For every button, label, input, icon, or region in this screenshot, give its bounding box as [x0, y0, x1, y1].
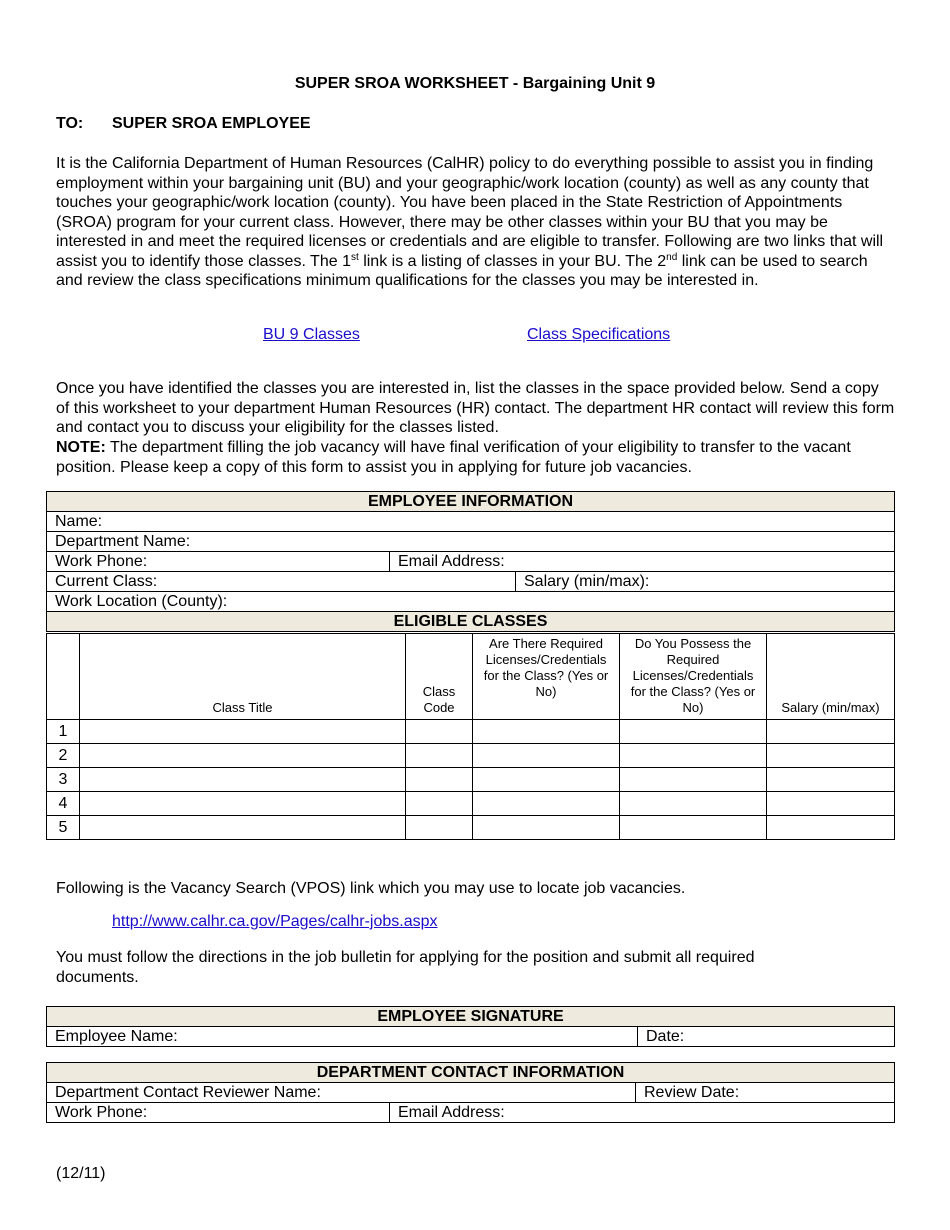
work-location-field[interactable]: Work Location (County):: [47, 592, 895, 612]
to-line: [56, 115, 311, 133]
work-phone-field[interactable]: Work Phone:: [47, 552, 390, 572]
employee-signature-table: [46, 1006, 895, 1047]
class-code-cell[interactable]: [406, 792, 473, 816]
bu-classes-link[interactable]: BU 9 Classes: [263, 326, 360, 343]
department-contact-table: [46, 1062, 895, 1123]
row-number-column-header: [47, 634, 80, 720]
possess-licenses-column-header: Do You Possess the Required Licenses/Credentials for the Class? (Yes or No): [620, 634, 767, 720]
possess-licenses-cell[interactable]: [620, 720, 767, 744]
class-title-cell[interactable]: [80, 792, 406, 816]
department-name-field[interactable]: Department Name:: [47, 532, 895, 552]
row-number: 3: [47, 768, 80, 792]
salary-cell[interactable]: [767, 768, 895, 792]
table-row: [47, 768, 895, 792]
table-row: [47, 816, 895, 840]
reviewer-name-field[interactable]: Department Contact Reviewer Name:: [47, 1083, 636, 1103]
contact-work-phone-field[interactable]: Work Phone:: [47, 1103, 390, 1123]
class-title-cell[interactable]: [80, 816, 406, 840]
salary-cell[interactable]: [767, 816, 895, 840]
salary-cell[interactable]: [767, 720, 895, 744]
row-number: 1: [47, 720, 80, 744]
eligible-classes-table: [46, 633, 895, 840]
to-label: TO:: [56, 115, 84, 132]
employee-information-table: [46, 491, 895, 632]
email-address-field[interactable]: Email Address:: [390, 552, 895, 572]
possess-licenses-cell[interactable]: [620, 816, 767, 840]
department-contact-header: DEPARTMENT CONTACT INFORMATION: [47, 1063, 895, 1083]
salary-cell[interactable]: [767, 792, 895, 816]
contact-email-field[interactable]: Email Address:: [390, 1103, 895, 1123]
vacancy-search-text: Following is the Vacancy Search (VPOS) link which you may use to locate job vacancies.: [56, 880, 686, 897]
note-text: The department filling the job vacancy will have final verification of your eligibility to transfer to the vacant position. Please keep a copy of this form to assist you in applying for future job vacancies.: [56, 439, 851, 476]
directions-paragraph: You must follow the directions in the job bulletin for applying for the position and submit all required documents.: [56, 949, 755, 986]
required-licenses-cell[interactable]: [473, 816, 620, 840]
required-licenses-cell[interactable]: [473, 792, 620, 816]
class-title-cell[interactable]: [80, 720, 406, 744]
possess-licenses-cell[interactable]: [620, 792, 767, 816]
class-title-column-header: Class Title: [80, 634, 406, 720]
row-number: 4: [47, 792, 80, 816]
signature-date-field[interactable]: Date:: [638, 1027, 895, 1047]
required-licenses-cell[interactable]: [473, 744, 620, 768]
row-number: 2: [47, 744, 80, 768]
to-recipient: SUPER SROA EMPLOYEE: [112, 115, 311, 132]
class-specifications-link[interactable]: Class Specifications: [527, 326, 671, 343]
table-row: [47, 792, 895, 816]
employee-signature-header: EMPLOYEE SIGNATURE: [47, 1007, 895, 1027]
review-date-field[interactable]: Review Date:: [636, 1083, 895, 1103]
salary-field[interactable]: Salary (min/max):: [516, 572, 895, 592]
name-field[interactable]: Name:: [47, 512, 895, 532]
class-code-cell[interactable]: [406, 768, 473, 792]
note-label: NOTE:: [56, 439, 106, 456]
eligible-classes-header: ELIGIBLE CLASSES: [47, 612, 895, 632]
intro-text-1: It is the California Department of Human Resources (CalHR) policy to do everything possible to assist you in finding employment within your bargaining unit (BU) and your geographic/work location (county) as well as any county that touches your geographic/work location (county). You have been placed in the State Restriction of Appointments (SROA) program for your current class. However, there may be other classes within your BU that you may be interested in and meet the required licenses or credentials and are eligible to transfer. Following are two links that will assist you to identify those classes. The 1: [56, 155, 884, 270]
possess-licenses-cell[interactable]: [620, 744, 767, 768]
salary-cell[interactable]: [767, 744, 895, 768]
vacancy-search-link[interactable]: http://www.calhr.ca.gov/Pages/calhr-jobs.aspx: [112, 913, 438, 930]
salary-column-header: Salary (min/max): [767, 634, 895, 720]
current-class-field[interactable]: Current Class:: [47, 572, 516, 592]
employee-information-header: EMPLOYEE INFORMATION: [47, 492, 895, 512]
note-paragraph: [56, 438, 896, 477]
page-title: SUPER SROA WORKSHEET - Bargaining Unit 9: [294, 75, 656, 92]
class-code-cell[interactable]: [406, 744, 473, 768]
table-row: [47, 744, 895, 768]
class-code-cell[interactable]: [406, 816, 473, 840]
intro-text-2: link is a listing of classes in your BU. The 2: [358, 252, 667, 270]
table-row: [47, 720, 895, 744]
class-code-column-header: Class Code: [406, 634, 473, 720]
intro-sup-2: nd: [666, 251, 678, 263]
possess-licenses-cell[interactable]: [620, 768, 767, 792]
class-title-cell[interactable]: [80, 768, 406, 792]
revision-date: (12/11): [56, 1165, 106, 1182]
required-licenses-cell[interactable]: [473, 720, 620, 744]
intro-paragraph: [56, 154, 896, 291]
class-code-cell[interactable]: [406, 720, 473, 744]
employee-name-field[interactable]: Employee Name:: [47, 1027, 638, 1047]
intro-sup-1: st: [350, 251, 359, 263]
required-licenses-cell[interactable]: [473, 768, 620, 792]
class-title-cell[interactable]: [80, 744, 406, 768]
intro-text-3: link can be used to search and review the class specifications minimum qualifications for the classes you may be interested in.: [56, 252, 868, 289]
row-number: 5: [47, 816, 80, 840]
required-licenses-column-header: Are There Required Licenses/Credentials for the Class? (Yes or No): [473, 634, 620, 720]
instructions-paragraph: Once you have identified the classes you are interested in, list the classes in the space provided below. Send a copy of this worksheet to your department Human Resources (HR) contact. The department HR contact will review this form and contact you to discuss your eligibility for the classes listed.: [56, 380, 895, 436]
